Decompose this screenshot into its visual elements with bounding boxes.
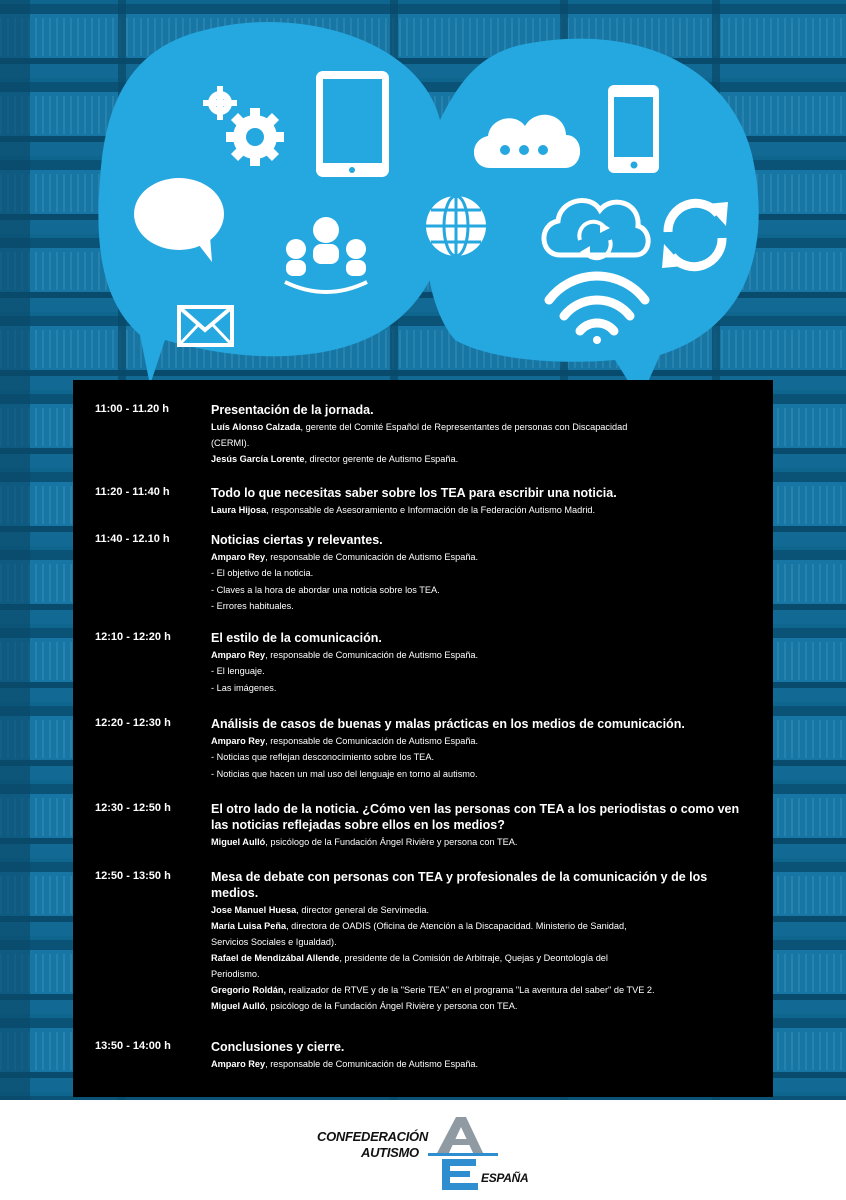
speaker-name: Amparo Rey <box>211 736 266 746</box>
refresh-icon <box>662 202 728 268</box>
agenda-bullet: - Las imágenes. <box>211 682 277 693</box>
speaker-line <box>211 918 751 934</box>
speaker-line <box>211 934 751 950</box>
speaker-role: , psicólogo de la Fundación Ángel Rivière y persona con TEA. <box>265 837 518 847</box>
speaker-role: , responsable de Comunicación de Autismo España. <box>265 650 479 660</box>
agenda-content <box>211 1039 751 1072</box>
agenda-item <box>95 485 755 518</box>
speaker-name: Amparo Rey <box>211 650 266 660</box>
speaker-role: , gerente del Comité Español de Representantes de personas con Discapacidad <box>300 422 628 432</box>
agenda-time: 11:20 - 11:40 h <box>95 486 170 498</box>
speaker-line <box>211 950 751 966</box>
speaker-name: Amparo Rey <box>211 552 266 562</box>
speaker-line <box>211 419 751 435</box>
agenda-title: Noticias ciertas y relevantes. <box>211 533 383 547</box>
speaker-line <box>211 435 751 451</box>
agenda-title: El estilo de la comunicación. <box>211 631 382 645</box>
agenda-title: Conclusiones y cierre. <box>211 1040 345 1054</box>
speaker-role: , director general de Servimedia. <box>296 905 430 915</box>
speaker-role: , responsable de Comunicación de Autismo España. <box>265 736 479 746</box>
speaker-line <box>211 834 751 850</box>
speaker-line <box>211 998 751 1014</box>
agenda-item <box>95 716 755 782</box>
cloud-sync-icon <box>544 200 648 258</box>
agenda-time: 11:00 - 11.20 h <box>95 403 169 415</box>
smartphone-icon <box>608 85 659 173</box>
speaker-role: , responsable de Comunicación de Autismo España. <box>265 1059 479 1069</box>
agenda-content <box>211 716 751 782</box>
speaker-line <box>211 966 751 982</box>
agenda-content <box>211 402 751 467</box>
logo-line-1: CONFEDERACIÓN <box>317 1129 428 1144</box>
speaker-name: Laura Hijosa <box>211 505 267 515</box>
agenda-time: 11:40 - 12.10 h <box>95 533 170 545</box>
speaker-name: Miguel Aulló <box>211 1001 266 1011</box>
speaker-name: Jesús García Lorente <box>211 454 305 464</box>
agenda-bullet: - Claves a la hora de abordar una noticia sobre los TEA. <box>211 584 440 595</box>
logo-mark <box>428 1113 498 1191</box>
agenda-bullet: - Noticias que hacen un mal uso del lenguaje en torno al autismo. <box>211 768 478 779</box>
speaker-name: María Luisa Peña <box>211 921 287 931</box>
agenda-content <box>211 485 751 518</box>
speaker-line <box>211 549 751 565</box>
speaker-line <box>211 1056 751 1072</box>
speaker-role: (CERMI). <box>211 438 250 448</box>
envelope-icon <box>179 307 232 345</box>
speaker-line <box>211 502 751 518</box>
speaker-name: Gregorio Roldán, <box>211 985 287 995</box>
speaker-name: Luís Alonso Calzada <box>211 422 301 432</box>
speaker-role: , directora de OADIS (Oficina de Atención a la Discapacidad. Ministerio de Sanidad, <box>286 921 627 931</box>
agenda-time: 13:50 - 14:00 h <box>95 1040 171 1052</box>
agenda-item <box>95 402 755 467</box>
agenda-bullet: - Noticias que reflejan desconocimiento sobre los TEA. <box>211 752 434 762</box>
speaker-line <box>211 982 751 998</box>
agenda-time: 12:50 - 13:50 h <box>95 870 171 882</box>
speaker-role: , responsable de Asesoramiento e Información de la Federación Autismo Madrid. <box>266 505 596 515</box>
agenda-bullet: - Errores habituales. <box>211 601 294 611</box>
speaker-role: , psicólogo de la Fundación Ángel Rivière y persona con TEA. <box>265 1001 518 1011</box>
speaker-name: Jose Manuel Huesa <box>211 905 297 915</box>
speaker-line <box>211 902 751 918</box>
tablet-icon <box>316 71 389 177</box>
agenda-title: Análisis de casos de buenas y malas prácticas en los medios de comunicación. <box>211 717 685 731</box>
agenda-item <box>95 532 755 615</box>
speech-bubble-icon <box>134 178 224 262</box>
speaker-role: , responsable de Comunicación de Autismo España. <box>265 552 479 562</box>
agenda-item <box>95 869 755 1014</box>
agenda-content <box>211 869 751 1014</box>
agenda-bullet: - El lenguaje. <box>211 666 265 676</box>
agenda-item <box>95 630 755 696</box>
agenda-title: El otro lado de la noticia. ¿Cómo ven las personas con TEA a los periodistas o como ven las noticias reflejadas sobre ellos en los medios? <box>211 802 740 832</box>
agenda-item <box>95 1039 755 1072</box>
speaker-name: Miguel Aulló <box>211 837 266 847</box>
globe-icon <box>426 196 486 256</box>
speaker-name: Rafael de Mendizábal Allende <box>211 953 340 963</box>
speaker-role: realizador de RTVE y de la "Serie TEA" en el programa "La aventura del saber" de TVE 2. <box>286 985 655 995</box>
agenda-content <box>211 532 751 615</box>
cloud-chat-icon <box>474 115 580 168</box>
agenda-title: Mesa de debate con personas con TEA y profesionales de la comunicación y de los medios. <box>211 870 708 900</box>
speaker-role: Servicios Sociales e Igualdad). <box>211 937 337 947</box>
speaker-role: , director gerente de Autismo España. <box>304 454 459 464</box>
speaker-line <box>211 451 751 467</box>
agenda-title: Todo lo que necesitas saber sobre los TEA para escribir una noticia. <box>211 486 617 500</box>
agenda-time: 12:20 - 12:30 h <box>95 717 171 729</box>
speaker-name: Amparo Rey <box>211 1059 266 1069</box>
gears-icon <box>203 86 284 166</box>
confederacion-autismo-espana-logo <box>313 1113 543 1191</box>
agenda-panel <box>73 380 773 1097</box>
wifi-icon <box>549 276 645 344</box>
speaker-role: Periodismo. <box>211 969 260 979</box>
speaker-line <box>211 733 751 749</box>
logo-line-2: AUTISMO <box>361 1145 419 1160</box>
agenda-item <box>95 801 755 850</box>
logo-line-3: ESPAÑA <box>481 1171 529 1185</box>
agenda-title: Presentación de la jornada. <box>211 403 374 417</box>
agenda-time: 12:10 - 12:20 h <box>95 631 171 643</box>
agenda-content <box>211 630 751 696</box>
people-network-icon <box>285 217 367 292</box>
agenda-content <box>211 801 751 850</box>
speaker-role: , presidente de la Comisión de Arbitraje, Quejas y Deontología del <box>339 953 608 963</box>
speaker-line <box>211 647 751 663</box>
agenda-bullet: - El objetivo de la noticia. <box>211 568 314 578</box>
agenda-time: 12:30 - 12:50 h <box>95 802 171 814</box>
